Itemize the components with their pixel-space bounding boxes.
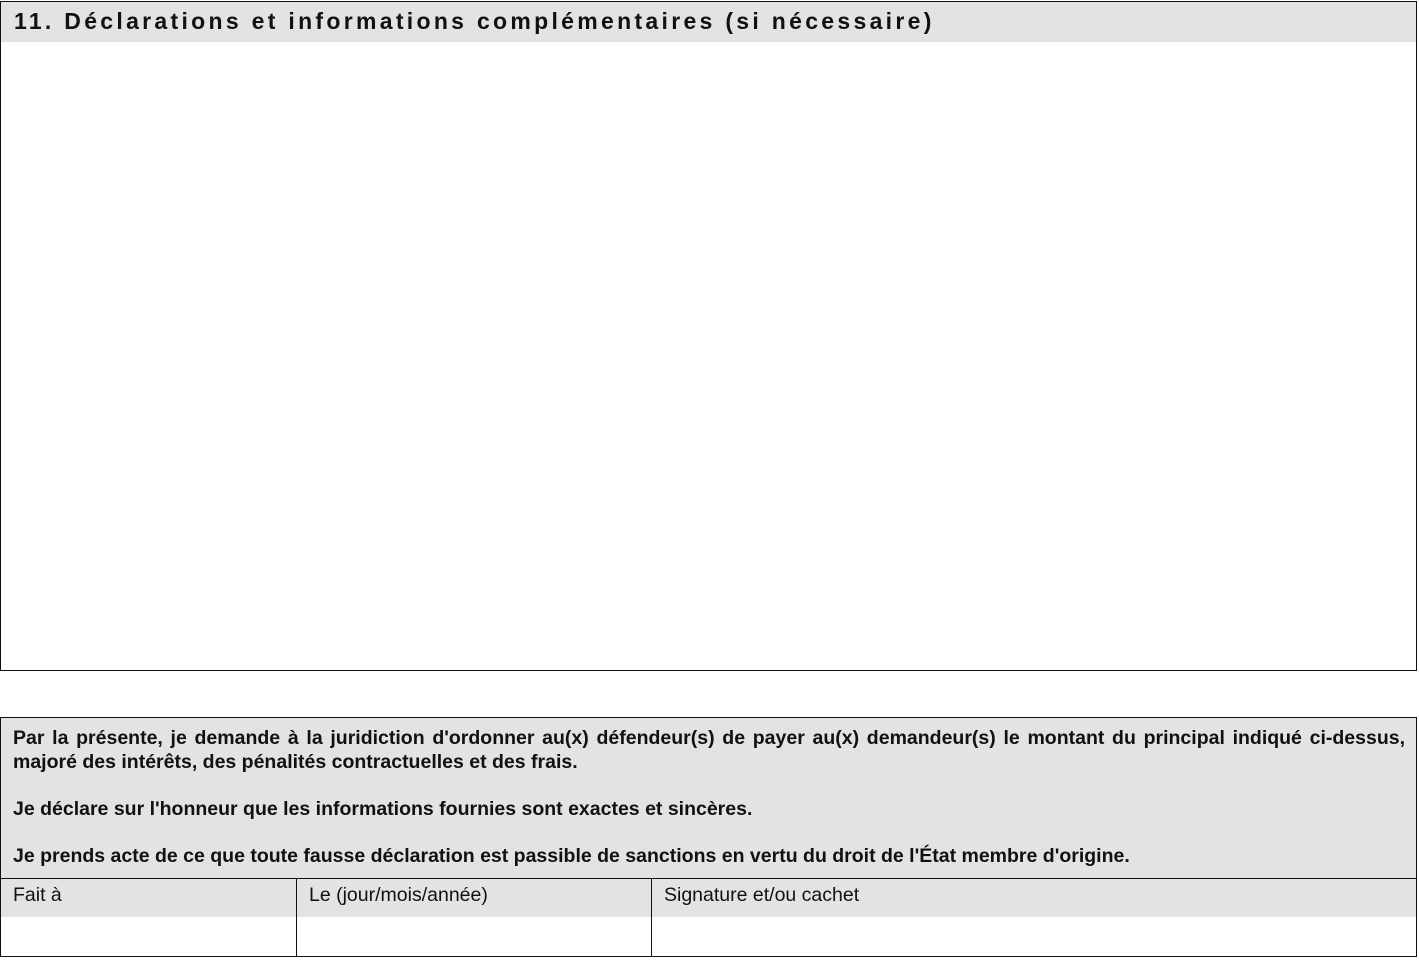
declaration-sanctions-paragraph: Je prends acte de ce que toute fausse déclaration est passible de sanctions en vertu du droit de l'État membre d'origine. bbox=[13, 844, 1130, 867]
date-field[interactable] bbox=[297, 917, 651, 956]
signature-field[interactable] bbox=[652, 917, 1416, 956]
section-11-box bbox=[0, 1, 1417, 671]
date-cell bbox=[296, 879, 651, 956]
place-field[interactable] bbox=[1, 917, 296, 956]
signature-row bbox=[1, 878, 1416, 956]
place-label: Fait à bbox=[1, 879, 296, 917]
declaration-honour-paragraph: Je déclare sur l'honneur que les informations fournies sont exactes et sincères. bbox=[13, 797, 753, 820]
place-cell bbox=[1, 879, 296, 956]
date-label: Le (jour/mois/année) bbox=[297, 879, 651, 917]
section-11-content-field[interactable] bbox=[1, 42, 1416, 670]
declaration-request-paragraph: Par la présente, je demande à la juridiction d'ordonner au(x) défendeur(s) de payer au(x) demandeur(s) le montant du principal indiqué ci-dessus, majoré des intérêts, des pénalités contractuelles et des frais. bbox=[13, 727, 1405, 773]
signature-label: Signature et/ou cachet bbox=[652, 879, 1416, 917]
declaration-box bbox=[0, 717, 1417, 957]
declaration-statements bbox=[1, 718, 1416, 878]
signature-cell bbox=[651, 879, 1416, 956]
section-11-title: 11. Déclarations et informations complémentaires (si nécessaire) bbox=[1, 2, 1416, 42]
